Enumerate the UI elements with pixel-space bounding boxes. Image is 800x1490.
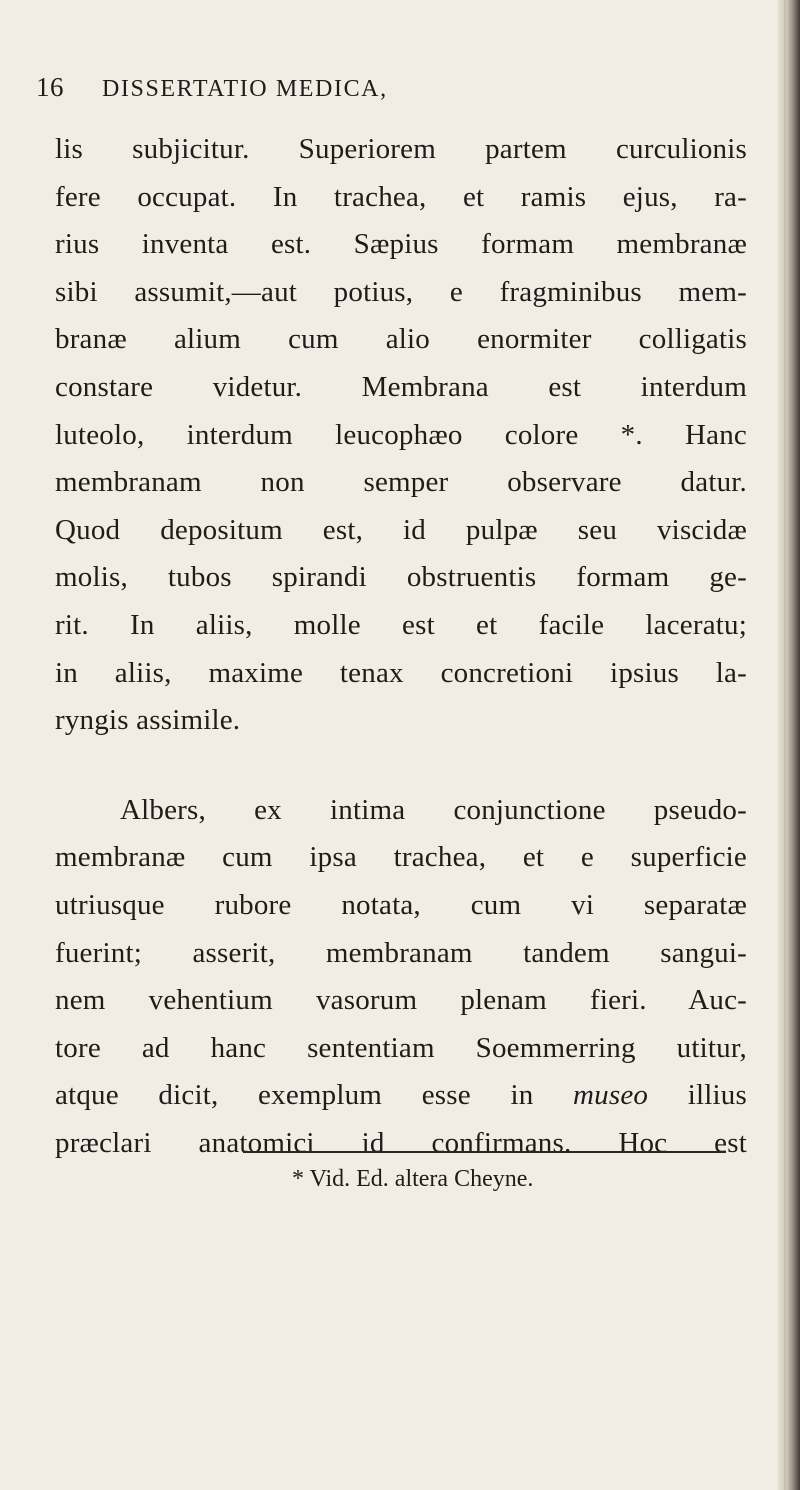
text-line: rit. In aliis, molle est et facile laceratu; bbox=[55, 608, 747, 641]
page-header bbox=[36, 72, 736, 112]
footnote: * Vid. Ed. altera Cheyne. bbox=[292, 1166, 534, 1192]
text-line: rius inventa est. Sæpius formam membranæ bbox=[55, 228, 747, 261]
text-line: branæ alium cum alio enormiter colligatis bbox=[55, 323, 747, 356]
text-line: membranam non semper observare datur. bbox=[55, 466, 747, 499]
text-line: luteolo, interdum leucophæo colore *. Hanc bbox=[55, 418, 747, 451]
text-line: Quod depositum est, id pulpæ seu viscidæ bbox=[55, 513, 747, 546]
text-line: Albers, ex intima conjunctione pseudo- bbox=[120, 793, 747, 826]
text-line: utriusque rubore notata, cum vi separatæ bbox=[55, 888, 747, 921]
text-segment: atque dicit, exemplum esse in bbox=[55, 1079, 574, 1112]
body-text bbox=[55, 126, 747, 1167]
text-line: molis, tubos spirandi obstruentis formam ge- bbox=[55, 561, 747, 594]
text-line: constare videtur. Membrana est interdum bbox=[55, 370, 747, 403]
text-line: fuerint; asserit, membranam tandem sangui- bbox=[55, 936, 747, 969]
running-head: DISSERTATIO MEDICA, bbox=[102, 76, 388, 102]
text-segment: illius bbox=[648, 1079, 747, 1112]
footnote-rule bbox=[243, 1151, 726, 1153]
page-binding-edge bbox=[778, 0, 800, 1490]
text-line: ryngis assimile. bbox=[55, 704, 241, 737]
text-line: membranæ cum ipsa trachea, et e superficie bbox=[55, 841, 747, 874]
text-line: in aliis, maxime tenax concretioni ipsius la- bbox=[55, 656, 747, 689]
text-line: nem vehentium vasorum plenam fieri. Auc- bbox=[55, 984, 747, 1017]
page-number: 16 bbox=[36, 72, 64, 102]
paragraph-2 bbox=[55, 787, 747, 1168]
text-line-with-italic bbox=[55, 1072, 747, 1120]
italic-word: museo bbox=[573, 1079, 649, 1112]
text-line: sibi assumit,—aut potius, e fragminibus mem- bbox=[55, 275, 747, 308]
text-line: fere occupat. In trachea, et ramis ejus, ra- bbox=[55, 180, 747, 213]
text-line: præclari anatomici id confirmans. Hoc est bbox=[55, 1126, 747, 1159]
paragraph-1 bbox=[55, 126, 747, 745]
paragraph-gap bbox=[55, 745, 747, 787]
text-line: lis subjicitur. Superiorem partem curculionis bbox=[55, 133, 747, 165]
text-line: tore ad hanc sententiam Soemmerring utitur, bbox=[55, 1031, 747, 1064]
